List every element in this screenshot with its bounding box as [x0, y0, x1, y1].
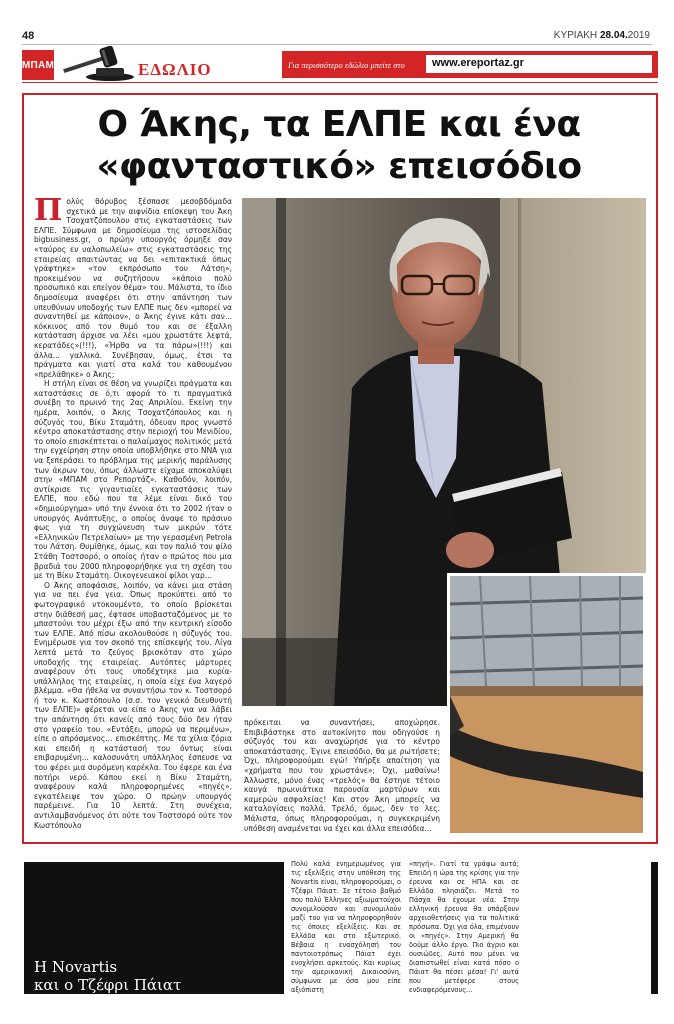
issue-day: ΚΥΡΙΑΚΗ	[553, 30, 598, 41]
promo-url-link[interactable]: www.ereportaz.gr	[426, 55, 652, 73]
brand-logo: ΜΠΑΜ	[22, 50, 54, 80]
top-rule	[22, 44, 652, 45]
paragraph-1-text: ολύς θόρυβος ξέσπασε μεσοβδόμαδα σχετικά με την αιφνίδια επίσκεψη του Άκη Τσοχατζόπουλου στις εγκαταστάσεις των ΕΛΠΕ. Σύμφωνα με δημοσίευμα της ιστοσελίδας bigbusiness.gr, ο πρώην υπουργός όρμηξε σαν «ταύρος εν υαλοπωλείω» στις εγκαταστάσεις της εταιρείας απαιτώντας να δει «επιτακτικά όπως γράφτηκε» «τον εκπρόσωπο του Λάτση», προκειμένου να συζητήσουν «κάποιο πολύ προσωπικό και επείγον θέμα» του. Μάλιστα, το ίδιο δημοσίευμα αναφέρει ότι στην απάντηση των υπευθύνων υποδοχής των ΕΛΠΕ πως δεν «μπορεί να συναντηθεί με κάποιον», ο Άκης έγινε κάτι σαν... κόκκινος από τον θυμό του και σε έξαλλη κατάσταση άρχισε να λέει «μου χρωστάτε λεφτά, κερατάδες»(!!!), «Ήρθα να τα πάρω»(!!!) και άλλα... γαλλικά. Συνέβησαν, όμως, έτσι τα πράγματα και γιατί στα καλά του καθουμένου «πρελάθηκε» ο Άκης;	[34, 197, 232, 379]
gavel-icon	[58, 46, 138, 82]
related-story-title	[34, 958, 181, 994]
section-name: ΕΔΩΛΙΟ	[138, 60, 212, 79]
inset-photo	[447, 573, 646, 836]
article-headline	[34, 104, 644, 188]
paragraph-3: Ο Άκης αποφάσισε, λοιπόν, να κάνει μια στάση για να πει ένα γεια. Όπως προκύπτει από το φωτογραφικό ντοκουμέντο, το οποίο βρίσκεται στην διάθεσή μας, έφτασε υποβασταζόμενος με το μπαστούνι του μέχρι έξω από την κεντρική είσοδο των ΕΛΠΕ. Από πίσω ακολουθούσε η σύζυγός του. Ενημέρωσε για τον σκοπό της επίσκεψής του. Λίγα λεπτά μετά το ζεύγος βρισκόταν στο χώρο υποδοχής της εταιρείας. Αυτόπτες μάρτυρες αναφέρουν ότι τους υποδέχτηκε μια κυρία-υπάλληλος της εταιρείας, η οποία είχε ένα λαγερό βλέμμα. «Θα ήθελα να συναντήσω τον κ. Τοστσορό ή τον κ. Κωστόπουλο (σ.σ. τον γενικό διευθυντή των ΕΛΠΕ)» φέρεται να είπε ο Άκης για να λάβει την απάντηση ότι κανείς από τους δύο δεν ήταν στο γραφείο του. «Εντάξει, μπορώ να περιμένω», είπε ο απρόσμενος... επισκέπτης. Με τα χίλια ζόρια και επειδή η κατάστασή του όντως είναι επιβαρυμένη... καλοσυνάτη υπάλληλος έσπευσε να του φέρει μια συρόμενη καρέκλα. Του έφερε και ένα ποτήρι νερό. Κάπου εκεί η Βίκυ Σταμάτη, αναφέρουν καλά πληροφορημένες «πηγές», εγκατέλειψε τον χώρο. Ο πρώην υπουργός παρέμεινε. Για 10 λεπτά. Στη συνέχεια, αντιλαμβανόμενος ότι ούτε τον Τοστσορό ούτε τον Κωστόπουλο	[34, 580, 232, 830]
related-column-1: Πολύ καλά ενημερωμένος για τις εξελίξεις στην υπόθεση της Novartis είναι, πληροφορούμαι, ο Τζέφρι Πάιατ. Σε τέτοιο βαθμό που πολύ Έλληνες αξιωματούχοι συνομιλούσαν και συνομιλούν μαζί του για να πληροφορηθούν τις όποιες εξελίξεις. Και σε Ελλάδα και στο εξωτερικό. Βέβαια η ενασχόλησή του παντοιοτρόπως Πάιατ έχει ενοχλήσει αρκετούς. Και κυρίως την αμερικανική Δικαιοσύνη, σύμφωνα με όσα μου είπε αξιόπιστη	[291, 860, 401, 994]
paragraph-2: Η στήλη είναι σε θέση να γνωρίζει πράγματα και καταστάσεις σε ό,τι αφορά το τι πραγματικά συνέβη το πρωινό της 2ας Απριλίου. Εκείνη την ημέρα, λοιπόν, ο Άκης Τσοχατζόπουλος και η σύζυγός του, Βίκυ Σταμάτη, όδευαν προς γνωστό κέντρο αποκατάστασης στην περιοχή του Μενιδίου, το οποίο επισκέπτεται ο παλαίμαχος πολιτικός μετά την εγχείρηση στην οποία υποβλήθηκε στο ΝΝΑ για να ξεπεράσει το πρόβλημα της μερικής παράλυσης των άκρων του, όπως άλλωστε είχαμε αποκαλύψει στην «ΜΠΑΜ στο Ρεπορτάζ». Καθοδόν, λοιπόν, αντίκρισε τις γιγαντιαίες εγκαταστάσεις των ΕΛΠΕ, που εδώ που τα λέμε είναι δικό του «δημιούργημα» υπό την έννοια ότι το 2002 ήταν ο υπουργός Ανάπτυξης, ο οποίος άναψε το πράσινο φως για τη συγχώνευση των μικρών τότε «Ελληνικών Πετρελαίων» με την γερασμένη Petrola του Λάτση. Θυμίθηκε, όμως, και τον παλιό του φίλο Στάθη Τοστσορό, ο οποίος ήταν ο πρώτος που μια βραδιά του 2000 πληροφορήθηκε για τη σχέση του με τη Βίκυ Σταμάτη. Οικογενειακοί φίλοι γαρ...	[34, 379, 232, 581]
page-number: 48	[22, 30, 35, 42]
brand-rule	[22, 82, 658, 83]
right-edge-bar	[651, 862, 658, 994]
issue-year: 2019	[627, 30, 650, 41]
paragraph-1	[34, 197, 232, 379]
issue-date-value: 28.04.	[599, 30, 628, 41]
headline-line-2: «φανταστικό» επεισόδιο	[96, 146, 582, 187]
article-body-right	[244, 718, 440, 840]
drop-cap: Π	[34, 197, 63, 228]
promo-text: Για περισσότερο εδώλιο μπείτε στο	[288, 60, 405, 70]
issue-date	[554, 30, 650, 41]
related-column-3	[527, 860, 650, 994]
related-title-line-2: και ο Τζέφρι Πάιατ	[34, 976, 182, 994]
paragraph-continuation: πρόκειται να συναντήσει, αποχώρησε. Επιβιβάστηκε στο αυτοκίνητο που οδηγούσε η σύζυγός του και αναχώρησε για το κέντρο αποκατάστασης. Έγινε επεισόδιο, θα με ρωτήσετε; Όχι, πληροφορούμαι εγώ! Υπήρξε απαίτηση για «χρήματα που του χρωστάνε»; Όχι, μαθαίνω! Άλλωστε, μόνο ένας «τρελός» θα έστηνε τέτοιο καυγά πρωινιάτικα παρουσία μαρτύρων και καμερών ασφαλείας! Και στον Άκη μπορείς να καταλογίσεις πολλά. Τρελό, όμως, δεν το λες. Μάλιστα, όπως πληροφορούμαι, η συγκεκριμένη υπόθεση αναμένεται να έχει και άλλα επεισόδια...	[244, 718, 440, 833]
related-column-2: «πηγή». Γιατί τα γράφω αυτά; Επειδή η ώρα της κρίσης για την έρευνα και σε ΗΠΑ και σε Ελλάδα πλησιάζει. Μετά το Πάσχα θα έχουμε νέα. Στην ελληνική έρευνα θα υπάρξουν αρχειοθετήσεις για τα πολιτικά πρόσωπα. Όχι για όλα, επιμένουν οι «πηγές». Στην Αμερική θα δούμε άλλο έργο. Πιο άγριο και ουσιώδες. Αυτό που μένει να διαπιστωθεί είναι κατά πόσο ο Πάιατ θα πέσει μέσα! Γι' αυτά που μετέφερε στους ενδιαφερόμενους...	[409, 860, 519, 994]
article-body-left	[34, 197, 232, 837]
related-title-line-1: Η Novartis	[34, 958, 118, 976]
headline-line-1: Ο Άκης, τα ΕΛΠΕ και ένα	[97, 104, 581, 145]
